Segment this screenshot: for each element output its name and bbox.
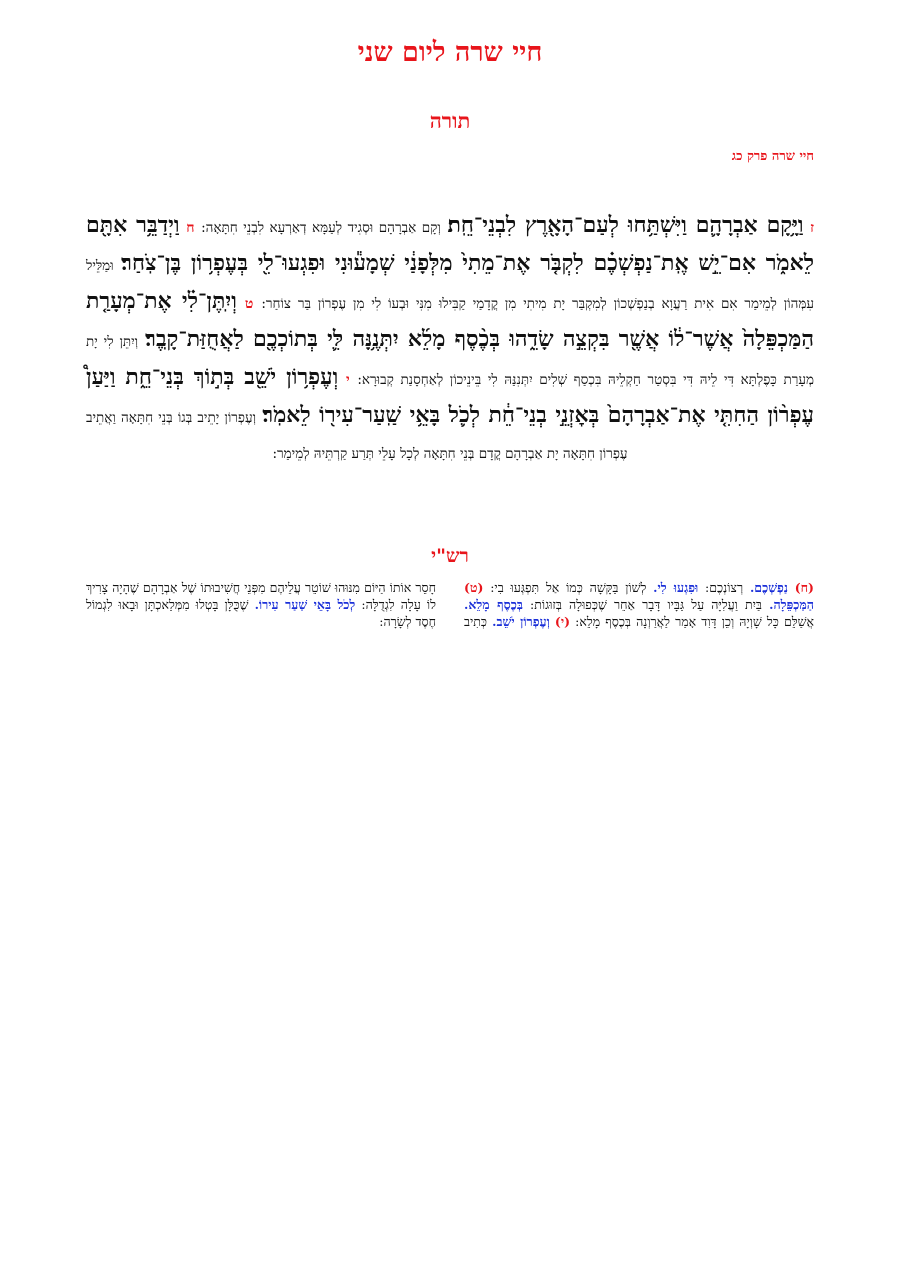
rashi-text: לְשׁוֹן בַּקָּשָׁה כְּמוֹ אַל תִּפְגְּעוּ בִי: xyxy=(490,580,647,595)
verse-number: ז xyxy=(810,220,815,236)
rashi-text: רְצוֹנְכֶם: xyxy=(705,580,744,595)
rashi-text: בַּיִת וַעֲלִיָּה עַל גַּבָּיו דָּבָר אַחֵר שֶׁכְּפוּלָה בְּזוּגוֹת: xyxy=(530,597,762,612)
verse-hebrew: וַיָּ֥קָם אַבְרָהָ֛ם וַיִּשְׁתַּ֥חוּ לְעַם־הָאָ֖רֶץ לִבְנֵי־חֵֽת׃ xyxy=(447,212,804,238)
rashi-verse-number: (ט) xyxy=(464,580,484,595)
rashi-comment xyxy=(483,580,698,595)
verse xyxy=(194,212,815,238)
section-title: תורה xyxy=(429,108,471,133)
verse-number: ט xyxy=(244,296,254,312)
verse-targum: וְיִתֵּן לִי יָת מְעָרַת כָּפֶלְתָּא דִּי לֵיהּ דִּי בִּסְטַר חַקְלֵיהּ בִּכְסַף שְׁלִים יִתְּנִנַּהּ לִי בֵּינֵיכוֹן לְאַחְסָנַת קְבוּרָא: xyxy=(86,334,815,388)
rashi-dibur-hamatchil: וּפִגְעוּ לִי. xyxy=(653,580,699,595)
torah-text-block xyxy=(86,208,814,472)
rashi-comment xyxy=(523,597,814,612)
rashi-dibur-hamatchil: וְעֶפְרוֹן יֹשֵׁב. xyxy=(492,614,550,629)
verse-targum: וּמַלֵּיל עִמְּהוֹן לְמֵימַר אִם אִית רַעֲוָא בְנַפְשְׁכוֹן לְמִקְבַּר יָת מִיתִי מִן קֳדָמַי קַבִּילוּ מִנִּי וּבְעוֹ לִי מִן עֶפְרוֹן בַּר צוֹחַר: xyxy=(86,258,815,312)
verse-hebrew: וַיְדַבֵּ֥ר אִתָּ֖ם לֵאמֹ֑ר אִם־יֵ֣שׁ אֶֽת־נַפְשְׁכֶ֗ם לִקְבֹּ֤ר אֶת־מֵתִי֙ מִלְּפָנַ֔י שְׁמָע֕וּנִי וּפִגְעוּ־לִ֖י בְּעֶפְר֥וֹן בֶּן־צֹֽחַר׃ xyxy=(86,212,815,276)
rashi-text: כְּתִיב חָסֵר אוֹתוֹ הַיּוֹם מִנּוּהוּ שׁוֹטֵר עֲלֵיהֶם מִפְּנֵי חֲשִׁיבוּתוֹ שֶׁל אַבְרָהָם שֶׁהָיָה צָרִיךְ לוֹ עָלָה לִגְדֻלָּה: xyxy=(86,580,488,629)
rashi-text: שֶׁכֻּלָּן בָּטְלוּ מִמְּלַאכְתָּן וּבָאוּ לִגְמוֹל חֶסֶד לְשָׂרָה: xyxy=(86,597,436,629)
rashi-verse-number: (ח) xyxy=(794,580,814,595)
rashi-dibur-hamatchil: לְכֹל בָּאֵי שַׁעַר עִירוֹ. xyxy=(254,597,356,612)
rashi-commentary xyxy=(86,579,814,630)
rashi-text: אֲשַׁלֵּם כָּל שָׁוְיָהּ וְכֵן דָּוִד אָמַר לַאֲרַוְנָה בְּכֶסֶף מָלֵא: xyxy=(575,614,814,629)
verse-targum: וְקָם אַבְרָהָם וּסְגִיד לְעַמָּא דְאַרְעָא לִבְנֵי חִתָּאָה: xyxy=(201,220,441,236)
rashi-comment xyxy=(698,580,788,595)
rashi-dibur-hamatchil: נַפְשְׁכֶם. xyxy=(749,580,788,595)
rashi-item xyxy=(483,580,814,595)
verse-hebrew: וְעֶפְר֥וֹן יֹשֵׁ֖ב בְּת֣וֹךְ בְּנֵי־חֵ֑ת וַיַּעַן֩ עֶפְר֨וֹן הַחִתִּ֤י אֶת־אַבְרָהָם֙ בְּאׇזְנֵ֣י בְנֵי־חֵ֔ת לְכֹ֛ל בָּאֵ֥י שַֽׁעַר־עִיר֖וֹ לֵאמֹֽר׃ xyxy=(86,364,815,428)
verse-number: י xyxy=(345,372,350,388)
rashi-verse-number: (י) xyxy=(554,614,571,629)
page-title: חיי שרה ליום שני xyxy=(357,37,543,68)
rashi-dibur-hamatchil: הַמַּכְפֵּלָה. xyxy=(769,597,814,612)
verse-hebrew: וְיִֽתֶּן־לִ֗י אֶת־מְעָרַ֤ת הַמַּכְפֵּלָה֙ אֲשֶׁר־ל֔וֹ אֲשֶׁ֖ר בִּקְצֵ֣ה שָׂדֵ֑הוּ בְּכֶ֨סֶף מָלֵ֜א יִתְּנֶ֥נָּה לִּ֛י בְּתוֹכְכֶ֖ם לַאֲחֻזַּת־קָֽבֶר׃ xyxy=(86,288,814,352)
chapter-label: חיי שרה פרק כג xyxy=(731,149,814,164)
rashi-title: רש"י xyxy=(431,545,469,567)
verse-number: ח xyxy=(186,220,195,236)
verse-targum: וְעֶפְרוֹן יָתֵיב בְּגוֹ בְּנֵי חִתָּאָה וַאֲתֵיב עֶפְרוֹן חִתָּאָה יָת אַבְרָהָם קֳדָם בְּנֵי חִתָּאָה לְכָל עָלֵי תְּרַע קַרְתֵּיהּ לְמֵימַר: xyxy=(86,410,628,462)
rashi-dibur-hamatchil: בְּכֶסֶף מָלֵא. xyxy=(464,597,523,612)
